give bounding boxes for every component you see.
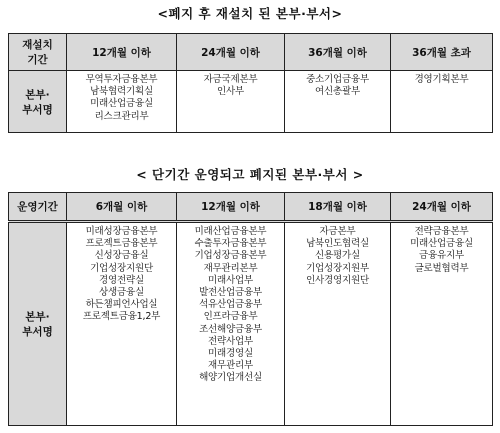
list-item: 미래산업금융실 [410, 238, 473, 250]
short-lived-departments-table [8, 192, 493, 426]
cell-24m [391, 222, 493, 426]
list-item: 전략사업부 [208, 335, 253, 347]
cell-12m [67, 71, 177, 133]
header-col-3: 36개월 이하 [285, 34, 391, 71]
list-item: 무역투자금융본부 [85, 74, 158, 85]
list-item: 프로젝트금융1,2부 [82, 311, 161, 323]
cell-18m [285, 222, 391, 426]
header-col-3: 18개월 이하 [285, 193, 391, 222]
list-item: 자금국제본부 [203, 74, 258, 85]
list-item: 리스크관리부 [94, 110, 149, 122]
header-col-4: 24개월 이하 [391, 193, 493, 222]
list-item: 인사경영지원단 [306, 274, 369, 286]
section2-title: < 단기간 운영되고 폐지된 본부·부서 > [136, 167, 364, 182]
header-col-1: 6개월 이하 [67, 193, 177, 222]
header-period-label: 운영기간 [9, 193, 67, 222]
list-item: 글로벌협력부 [414, 262, 469, 274]
list-item: 신용평가실 [315, 250, 360, 262]
list-item: 석유산업금융부 [199, 299, 262, 311]
row-label: 본부· 부서명 [9, 71, 67, 133]
list-item: 미래성장금융본부 [85, 226, 158, 237]
section1-title: <폐지 후 재설치 된 본부·부서> [157, 6, 343, 21]
list-item: 인사부 [217, 86, 244, 98]
list-item: 발전산업금융부 [199, 287, 262, 299]
list-item: 여신총괄부 [315, 86, 360, 98]
list-item: 기업성장지원부 [306, 262, 369, 274]
list-item: 상생금융실 [99, 287, 144, 299]
list-item: 경영기획본부 [414, 74, 469, 85]
list-item: 수출투자금융본부 [194, 238, 267, 250]
cell-over-36m [391, 71, 493, 133]
list-item: 프로젝트금융본부 [85, 238, 158, 250]
list-item: 금융유지부 [419, 250, 464, 262]
list-item: 해양기업개선실 [199, 372, 262, 384]
list-item: 기업성장지원단 [90, 262, 153, 274]
list-item: 미래산업금융본부 [194, 226, 267, 237]
list-item: 조선해양금융부 [199, 323, 262, 335]
row-label: 본부· 부서명 [9, 222, 67, 426]
list-item: 미래산업금융실 [90, 98, 153, 110]
header-period-label: 재설치 기간 [9, 34, 67, 71]
cell-36m [285, 71, 391, 133]
list-item: 미래사업부 [208, 274, 253, 286]
reinstalled-departments-table [8, 33, 493, 133]
list-item: 남북인도협력실 [306, 238, 369, 250]
cell-24m [177, 71, 285, 133]
list-item: 중소기업금융부 [306, 74, 369, 85]
list-item: 전략금융본부 [414, 226, 469, 237]
list-item: 재무관리본부 [203, 262, 258, 274]
list-item: 미래경영실 [208, 348, 253, 360]
list-item: 인프라금융부 [203, 311, 258, 323]
header-col-2: 24개월 이하 [177, 34, 285, 71]
list-item: 재무관리부 [208, 360, 253, 372]
list-item: 신성장금융실 [94, 250, 149, 262]
list-item: 경영전략실 [99, 274, 144, 286]
list-item: 자금본부 [319, 226, 356, 237]
list-item: 하든챔피언사업실 [85, 299, 158, 311]
header-col-1: 12개월 이하 [67, 34, 177, 71]
list-item: 남북협력기획실 [90, 86, 153, 98]
list-item: 기업성장금융본부 [194, 250, 267, 262]
cell-12m [177, 222, 285, 426]
cell-6m [67, 222, 177, 426]
header-col-2: 12개월 이하 [177, 193, 285, 222]
header-col-4: 36개월 초과 [391, 34, 493, 71]
